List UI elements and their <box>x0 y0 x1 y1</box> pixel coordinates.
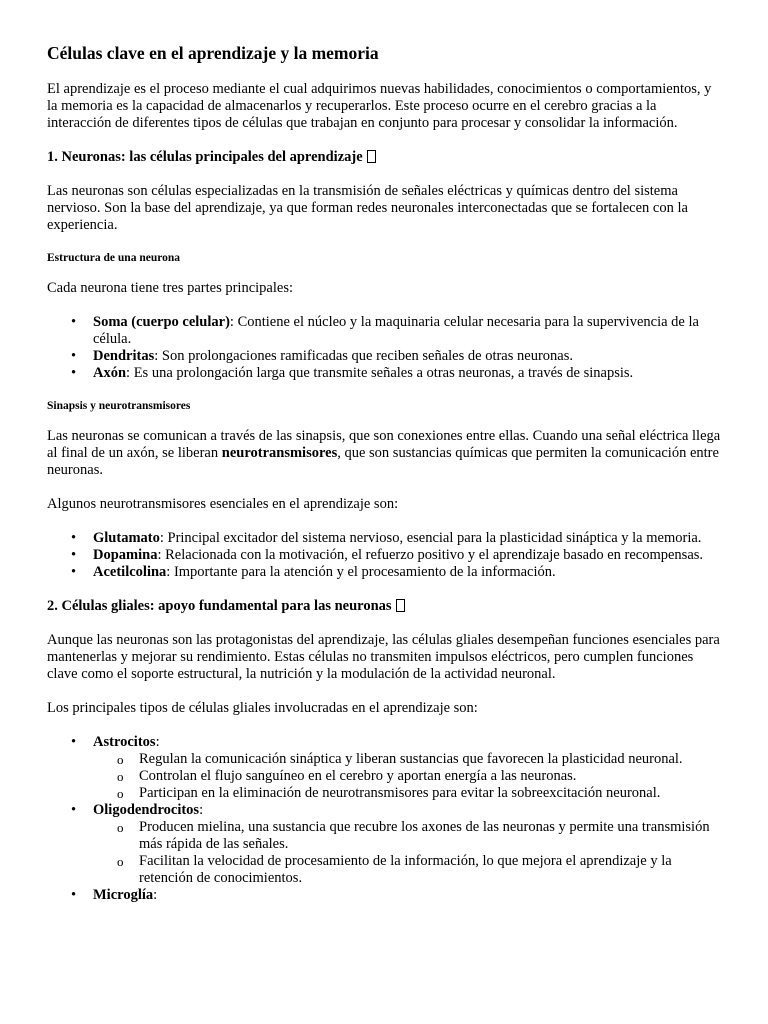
sub-list-item: o Facilitan la velocidad de procesamiento de la información, lo que mejora el aprendizaje y la retención de conocimientos. <box>139 853 722 887</box>
list-item-text: : <box>155 734 160 750</box>
list-item <box>93 348 722 365</box>
synapse-paragraph <box>47 428 722 479</box>
glial-types-list <box>47 734 722 904</box>
list-item-text: : Principal excitador del sistema nervioso, esencial para la plasticidad sináptica y la memoria. <box>159 530 702 546</box>
synapse-paragraph-a: Las neuronas se comunican a través de las sinapsis, que son conexiones entre ellas. Cuando una señal eléctrica llega al final de un axón, se liberan <box>47 428 721 461</box>
list-item-term: Astrocitos <box>93 734 156 750</box>
intro-paragraph: El aprendizaje es el proceso mediante el cual adquirimos nuevas habilidades, conocimientos o comportamientos, y la memoria es la capacidad de almacenarlos y recuperarlos. Este proceso ocurre en el cerebro gracias a la interacción de diferentes tipos de células que trabajan en conjunto para procesar y consolidar la información. <box>47 81 712 131</box>
synapse-paragraph-bold: neurotransmisores <box>221 445 338 461</box>
neuron-structure-heading: Estructura de una neurona <box>47 252 181 264</box>
sub-list <box>93 819 722 887</box>
neuron-parts-list <box>47 314 722 382</box>
page-title: Células clave en el aprendizaje y la memoria <box>47 43 379 63</box>
list-item-text: : Es una prolongación larga que transmite señales a otras neuronas, a través de sinapsis. <box>126 365 634 381</box>
synapse-paragraph-b: , que son sustancias químicas que permiten la comunicación entre neuronas. <box>47 445 719 478</box>
list-item-text: : Contiene el núcleo y la maquinaria celular necesaria para la supervivencia de la célula. <box>93 314 699 347</box>
list-item-term: Microglía <box>93 887 154 903</box>
list-item-text: : <box>153 887 158 903</box>
sub-list <box>93 751 722 802</box>
synapse-heading: Sinapsis y neurotransmisores <box>47 400 191 412</box>
list-item-term: Soma (cuerpo celular) <box>93 314 230 330</box>
list-item <box>93 530 722 547</box>
missing-glyph-icon <box>367 150 376 163</box>
list-item <box>93 564 722 581</box>
list-item-text: : Importante para la atención y el procesamiento de la información. <box>166 564 556 580</box>
sub-list-item: o Regulan la comunicación sináptica y liberan sustancias que favorecen la plasticidad neuronal. <box>139 751 722 768</box>
list-item <box>93 547 722 564</box>
list-item <box>93 734 722 802</box>
list-item-text: : Son prolongaciones ramificadas que reciben señales de otras neuronas. <box>154 348 573 364</box>
neuron-structure-lead: Cada neurona tiene tres partes principales: <box>47 280 293 296</box>
list-item <box>93 887 722 904</box>
missing-glyph-icon <box>396 599 405 612</box>
list-item-text: : Relacionada con la motivación, el refuerzo positivo y el aprendizaje basado en recompensas. <box>157 547 704 563</box>
list-item <box>93 802 722 887</box>
list-item-term: Oligodendrocitos <box>93 802 200 818</box>
section2-paragraph: Aunque las neuronas son las protagonistas del aprendizaje, las células gliales desempeñan funciones esenciales para mantenerlas y mejorar su rendimiento. Estas células no transmiten impulsos eléctricos, pero cumplen funciones clave como el soporte estructural, la nutrición y la modulación de la actividad neuronal. <box>47 632 720 682</box>
list-item <box>93 365 722 382</box>
list-item-term: Glutamato <box>93 530 160 546</box>
glial-types-lead: Los principales tipos de células gliales involucradas en el aprendizaje son: <box>47 700 478 716</box>
list-item-term: Acetilcolina <box>93 564 167 580</box>
list-item-term: Axón <box>93 365 127 381</box>
section1-heading-text: 1. Neuronas: las células principales del aprendizaje <box>47 149 363 165</box>
section1-heading <box>47 149 722 166</box>
list-item <box>93 314 722 348</box>
section2-heading <box>47 598 722 615</box>
sub-list-item: o Controlan el flujo sanguíneo en el cerebro y aportan energía a las neuronas. <box>139 768 722 785</box>
neurotransmitters-list <box>47 530 722 581</box>
list-item-term: Dopamina <box>93 547 158 563</box>
sub-list-item: o Participan en la eliminación de neurotransmisores para evitar la sobreexcitación neuronal. <box>139 785 722 802</box>
sub-list-item: o Producen mielina, una sustancia que recubre los axones de las neuronas y permite una transmisión más rápida de las señales. <box>139 819 722 853</box>
list-item-text: : <box>199 802 204 818</box>
section2-heading-text: 2. Células gliales: apoyo fundamental para las neuronas <box>47 598 392 614</box>
neurotransmitters-lead: Algunos neurotransmisores esenciales en el aprendizaje son: <box>47 496 399 512</box>
list-item-term: Dendritas <box>93 348 155 364</box>
section1-paragraph: Las neuronas son células especializadas en la transmisión de señales eléctricas y químicas dentro del sistema nervioso. Son la base del aprendizaje, ya que forman redes neuronales interconectadas que se fortalecen con la experiencia. <box>47 183 688 233</box>
